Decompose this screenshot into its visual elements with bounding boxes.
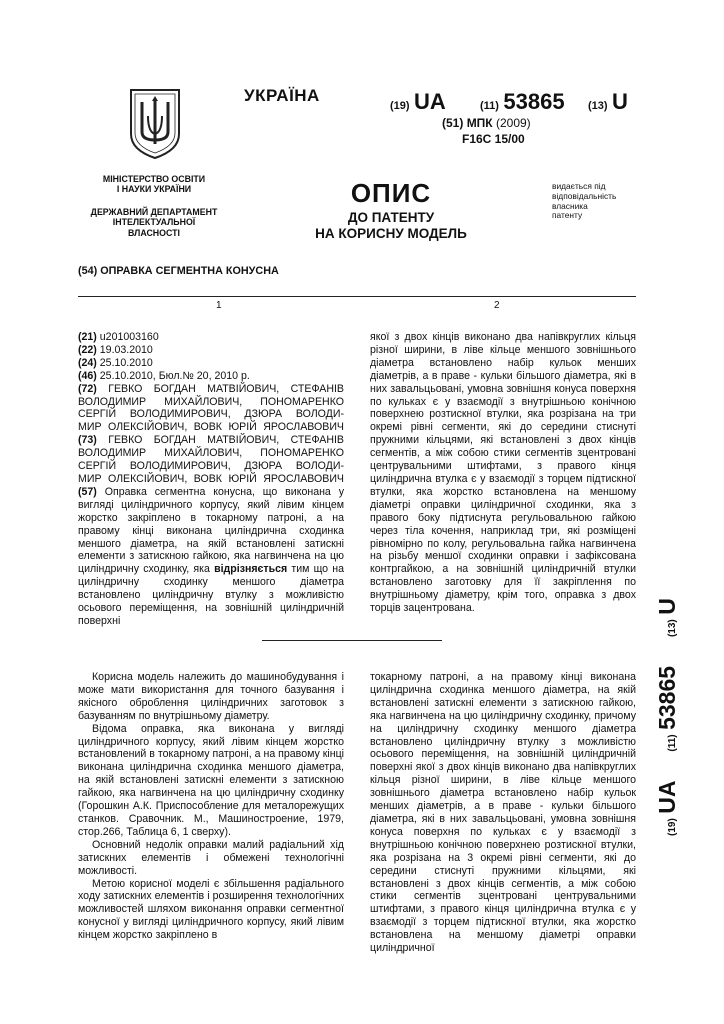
description-paragraph: Основний недолік оправки малий радіальний хід затискних елементів і обмежені технологічні можливості.: [78, 838, 344, 877]
biblio-code: (22): [78, 343, 97, 356]
patent-number: 53865: [503, 89, 565, 114]
ipc-class: F16C 15/00: [462, 132, 525, 146]
claim-code: (57): [78, 485, 97, 498]
issued-note: [552, 182, 616, 221]
column-number-1: 1: [216, 300, 222, 311]
biblio-22: [78, 344, 344, 357]
inventor-line: СЕРГІЙ ВОЛОДИМИРОВИЧ, ДЗЮРА ВОЛОДИ-: [78, 408, 344, 421]
ipc-line: [442, 116, 531, 130]
owner-line: МИР ОЛЕКСІЙОВИЧ, ВОВК ЮРІЙ ЯРОСЛАВОВИЧ: [78, 472, 344, 485]
ipc-label: МПК: [466, 116, 493, 130]
section-separator: [262, 640, 442, 641]
top-rule: [78, 296, 636, 297]
owner-line: ВОЛОДИМИР МИХАЙЛОВИЧ, ПОНОМАРЕНКО: [78, 447, 344, 460]
biblio-24: [78, 357, 344, 370]
kind-block: [588, 89, 628, 115]
biblio-value: 25.10.2010, Бюл.№ 20, 2010 р.: [96, 369, 250, 382]
inventor-line: ГЕВКО БОГДАН МАТВІЙОВИЧ, СТЕФАНІВ: [96, 382, 344, 395]
note-line: патенту: [552, 210, 583, 221]
ministry-line: І НАУКИ УКРАЇНИ: [116, 184, 192, 195]
column-number-2: 2: [494, 300, 500, 311]
ministry-line: МІНІСТЕРСТВО ОСВІТИ: [102, 174, 206, 184]
ipc-year: (2009): [495, 116, 531, 130]
country-name: УКРАЇНА: [244, 86, 320, 105]
biblio-code: (73): [78, 434, 97, 447]
biblio-code: (72): [78, 382, 97, 395]
owner-line: СЕРГІЙ ВОЛОДИМИРОВИЧ, ДЗЮРА ВОЛОДИ-: [78, 460, 344, 473]
department-line: ІНТЕЛЕКТУАЛЬНОЇ: [112, 217, 196, 228]
description-paragraph: Відома оправка, яка виконана у вигляді циліндричного корпусу, який лівим кінцем жорстко встановлений в токарному патроні, а на правому кінці виконана циліндрична сходинка меншого діаметра, на якій встановлені затискні елементи з затискною гайкою, яка нагвинчена на цю циліндричну сходинку (Горошкин А.К. Приспособление для металорежущих станков. Сравочник. М., Машиностроение, 1979, стор.266, Таблица 6, 1 сверху).: [78, 722, 344, 838]
code-51: (51): [442, 116, 464, 130]
code-13: (13): [588, 100, 608, 112]
publication-code: [390, 89, 446, 115]
document-subtitle: [296, 210, 486, 242]
description-right: токарному патроні, а на правому кінці виконана циліндрична сходинка меншого діаметра, на якій встановлені затискні елементи з затискною гайкою, яка нагвинчена на цю циліндричну сходинку, причому на циліндричну сходинку меншого діаметра встановлено циліндричну втулку з можливістю осьового переміщення, на зовнішній циліндричній поверхні якої з двох кінців виконано два напівкруглих кільця різної ширини, в ліве кільце меншого зовнішнього діаметра встановлено набір кульок менших діаметрів, а в праве - кульки більшого діаметра, які в них завальцьовані, умовна зовнішня конуса поверхня по кульках є у взаємодії з внутрішньою конічною поверхнею розтискної втулки, яка розрізана на 3 окремі рівні сегменти, які до середини стиснуті пружними кільцями, які встановлені з двох кінців сегментів, а між собою стики сегментів зцентровані центрувальними штифтами, з правого кінця циліндрична втулка є у взаємодії з торцем підтискної втулки, яка жорстко встановлена на меншому діаметрі оправки циліндричної: [370, 671, 636, 955]
description-paragraph: Метою корисної моделі є збільшення радіального ходу затискних елементів і розширення технологічних можливостей шляхом виконання оправки сегментної конусної у вигляді циліндричного корпусу, який лівим кінцем жорстко закріплено в: [78, 877, 344, 942]
owners: [78, 434, 344, 486]
side-patent-number: 53865: [654, 665, 680, 730]
kind-code: U: [612, 89, 628, 114]
side-kind-code: U: [654, 598, 680, 615]
code-11: (11): [480, 100, 499, 112]
claim-distinct: відрізняється: [214, 563, 288, 576]
side-code-19: (19): [667, 818, 678, 836]
patent-number-block: [480, 89, 565, 115]
biblio-46: [78, 370, 344, 383]
biblio-code: (21): [78, 331, 97, 343]
ministry-name: [78, 174, 230, 195]
description-left: [78, 671, 344, 942]
claim-text: [78, 486, 344, 628]
side-publication-code: [654, 598, 681, 836]
biblio-code: (46): [78, 369, 97, 382]
department-name: [78, 207, 230, 238]
document-title: ОПИС: [350, 178, 432, 208]
side-code-11: (11): [667, 734, 678, 752]
owner-line: ГЕВКО БОГДАН МАТВІЙОВИЧ, СТЕФАНІВ: [96, 434, 344, 447]
subtitle-line: ДО ПАТЕНТУ: [347, 210, 435, 225]
coat-of-arms-icon: [128, 88, 182, 160]
description-paragraph: Корисна модель належить до машинобудування і може мати використання для точного базування і якісного оброблення циліндричних заготовок з базуванням по внутрішньому діаметру.: [78, 671, 344, 722]
biblio-code: (24): [78, 356, 97, 369]
department-line: ДЕРЖАВНИЙ ДЕПАРТАМЕНТ: [90, 207, 218, 217]
note-line: відповідальність: [552, 190, 617, 201]
inventor-line: МИР ОЛЕКСІЙОВИЧ, ВОВК ЮРІЙ ЯРОСЛАВОВИЧ: [78, 421, 344, 434]
subtitle-line: НА КОРИСНУ МОДЕЛЬ: [315, 226, 467, 241]
inventors: [78, 383, 344, 435]
biblio-21: [78, 331, 344, 344]
note-line: видається під: [552, 181, 606, 191]
claim-part: Оправка сегментна конусна, що виконана у вигляді циліндричного корпусу, який лівим кінцем жорстко закріплено в токарному патроні, а на правому кінці виконана циліндрична сходинка меншого діаметра, на якій встановлені затискні елементи з затискною гайкою, яка нагвинчена на цю циліндричну сходинку, яка: [78, 485, 344, 576]
side-code-13: (13): [667, 619, 678, 638]
biblio-value: 25.10.2010: [96, 356, 153, 369]
note-line: власника: [552, 200, 588, 211]
side-country-code: UA: [654, 780, 680, 814]
department-line: ВЛАСНОСТІ: [128, 227, 180, 238]
code-19: (19): [390, 100, 410, 112]
biblio-value: u201003160: [96, 331, 159, 343]
biblio-value: 19.03.2010: [96, 343, 153, 356]
claim-continuation: якої з двох кінців виконано два напівкруглих кільця різної ширини, в ліве кільце меншого зовнішнього діаметра встановлено набір кульок менших діаметрів, а в праве - кульки більшого діаметра, які в них завальцьовані, умовна зовнішня конуса поверхня по кульках є у взаємодії з внутрішньою конічною поверхнею розтискної втулки, яка розрізана на три окремі рівні сегменти, які до середини стиснуті пружними кільцями, які встановлені з двох кінців сегментів, а між собою стики сегментів зцентровані центрувальними штифтами, з правого кінця циліндрична втулка є у взаємодії з торцем підтискної втулки, яка жорстко встановлена на меншому діаметрі оправки циліндричної сходинки, яка з правого боку підтиснута регульовальною гайкою через тіла кочення, наприклад три, які розміщені рівномірно по колу, регульовальна гайка нагвинчена на різьбу меншої сходинки оправки і зафіксована контргайкою, а на зовнішній циліндричній втулки встановлено заготовку для її закріплення по внутрішньому діаметру, крім того, оправка з двох торців зацентрована.: [370, 331, 636, 615]
biblio-column: [78, 331, 344, 628]
claim-part: тим що на циліндричну сходинку меншого діаметра встановлено циліндричну втулку з можливістю осьового переміщення, на зовнішній циліндричній поверхні: [78, 563, 344, 627]
country-code: UA: [414, 89, 446, 114]
invention-title: (54) ОПРАВКА СЕГМЕНТНА КОНУСНА: [78, 265, 279, 277]
inventor-line: ВОЛОДИМИР МИХАЙЛОВИЧ, ПОНОМАРЕНКО: [78, 395, 344, 408]
